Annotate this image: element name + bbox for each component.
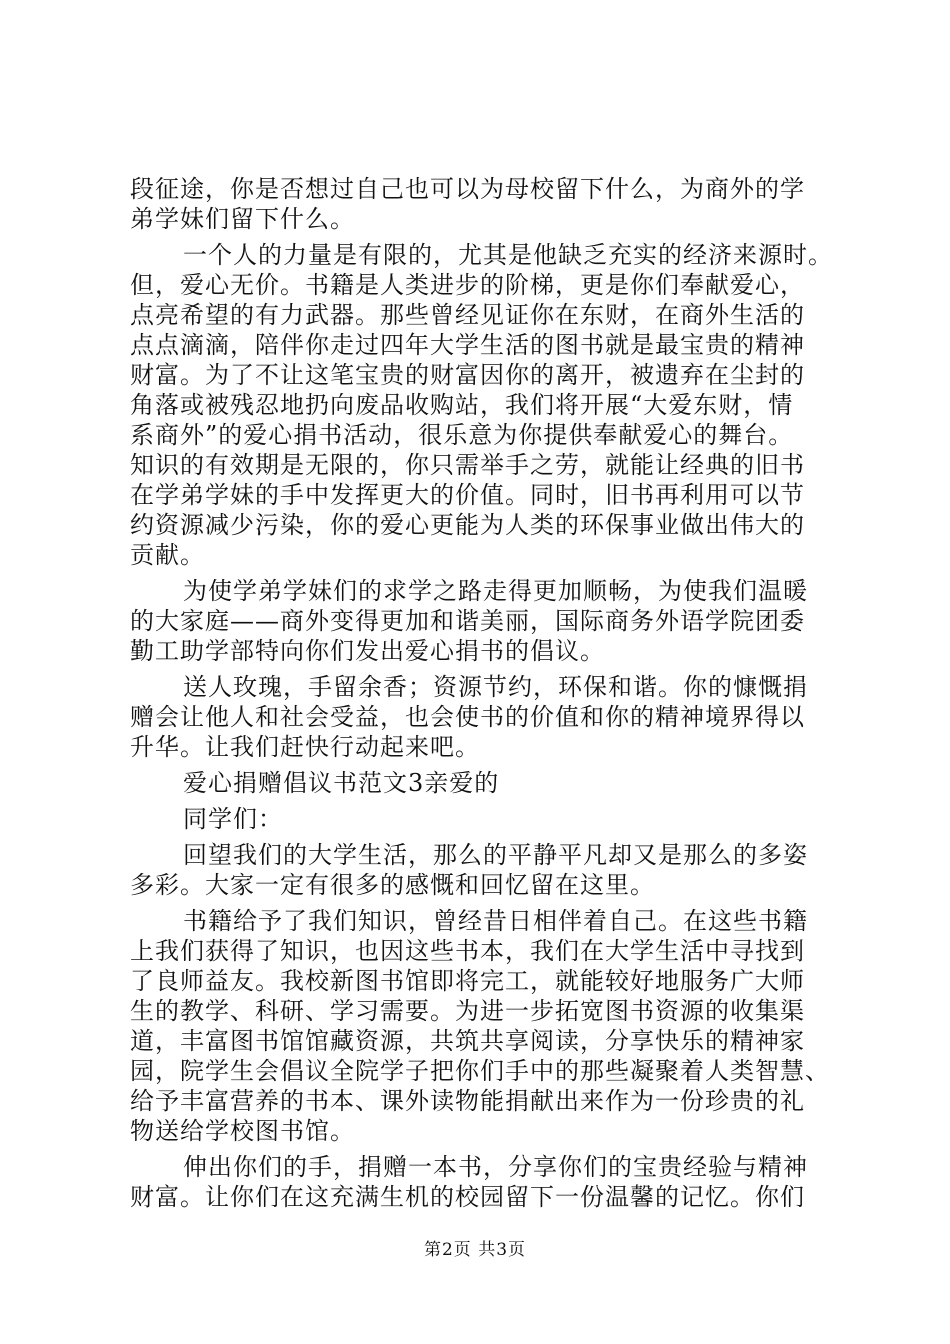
text-line: 点亮希望的有力武器。那些曾经见证你在东财，在商外生活的	[130, 301, 805, 329]
text-line: 的大家庭——商外变得更加和谐美丽，国际商务外语学院团委	[130, 607, 805, 635]
text-line: 升华。让我们赶快行动起来吧。	[130, 733, 480, 761]
text-line: 弟学妹们留下什么。	[130, 205, 355, 233]
salutation: 同学们：	[183, 805, 283, 833]
text-line: 角落或被残忍地扔向废品收购站，我们将开展“大爱东财，情	[130, 391, 794, 419]
paragraph-first-line: 书籍给予了我们知识，曾经昔日相伴着自己。在这些书籍	[183, 907, 808, 935]
text-line: 多彩。大家一定有很多的感慨和回忆留在这里。	[130, 871, 655, 899]
text-line: 了良师益友。我校新图书馆即将完工，就能较好地服务广大师	[130, 967, 805, 995]
text-line: 上我们获得了知识，也因这些书本，我们在大学生活中寻找到	[130, 937, 805, 965]
text-line: 财富。为了不让这笔宝贵的财富因你的离开，被遗弃在尘封的	[130, 361, 805, 389]
text-line: 段征途，你是否想过自己也可以为母校留下什么，为商外的学	[130, 175, 805, 203]
text-line: 但，爱心无价。书籍是人类进步的阶梯，更是你们奉献爱心，	[130, 271, 805, 299]
page-number-footer: 第2页 共3页	[423, 1240, 527, 1260]
text-line: 物送给学校图书馆。	[130, 1117, 355, 1145]
text-line: 给予丰富营养的书本、课外读物能捐献出来作为一份珍贵的礼	[130, 1087, 805, 1115]
paragraph-first-line: 一个人的力量是有限的，尤其是他缺乏充实的经济来源时。	[183, 241, 833, 269]
text-line: 系商外”的爱心捐书活动，很乐意为你提供奉献爱心的舞台。	[130, 421, 794, 449]
text-line: 赠会让他人和社会受益，也会使书的价值和你的精神境界得以	[130, 703, 805, 731]
paragraph-first-line: 为使学弟学妹们的求学之路走得更加顺畅，为使我们温暖	[183, 577, 808, 605]
text-line: 约资源减少污染，你的爱心更能为人类的环保事业做出伟大的	[130, 511, 805, 539]
text-line: 知识的有效期是无限的，你只需举手之劳，就能让经典的旧书	[130, 451, 805, 479]
text-line: 生的教学、科研、学习需要。为进一步拓宽图书资源的收集渠	[130, 997, 805, 1025]
paragraph-first-line: 回望我们的大学生活，那么的平静平凡却又是那么的多姿	[183, 841, 808, 869]
text-line: 财富。让你们在这充满生机的校园留下一份温馨的记忆。你们	[130, 1183, 805, 1211]
text-line: 点点滴滴，陪伴你走过四年大学生活的图书就是最宝贵的精神	[130, 331, 805, 359]
text-line: 贡献。	[130, 541, 205, 569]
section-heading: 爱心捐赠倡议书范文3亲爱的	[183, 769, 500, 797]
text-line: 道，丰富图书馆馆藏资源，共筑共享阅读，分享快乐的精神家	[130, 1027, 805, 1055]
paragraph-first-line: 送人玫瑰，手留余香；资源节约，环保和谐。你的慷慨捐	[183, 673, 808, 701]
text-line: 在学弟学妹的手中发挥更大的价值。同时，旧书再利用可以节	[130, 481, 805, 509]
text-line: 勤工助学部特向你们发出爱心捐书的倡议。	[130, 637, 605, 665]
text-line: 园，院学生会倡议全院学子把你们手中的那些凝聚着人类智慧、	[130, 1057, 830, 1085]
paragraph-first-line: 伸出你们的手，捐赠一本书，分享你们的宝贵经验与精神	[183, 1153, 808, 1181]
